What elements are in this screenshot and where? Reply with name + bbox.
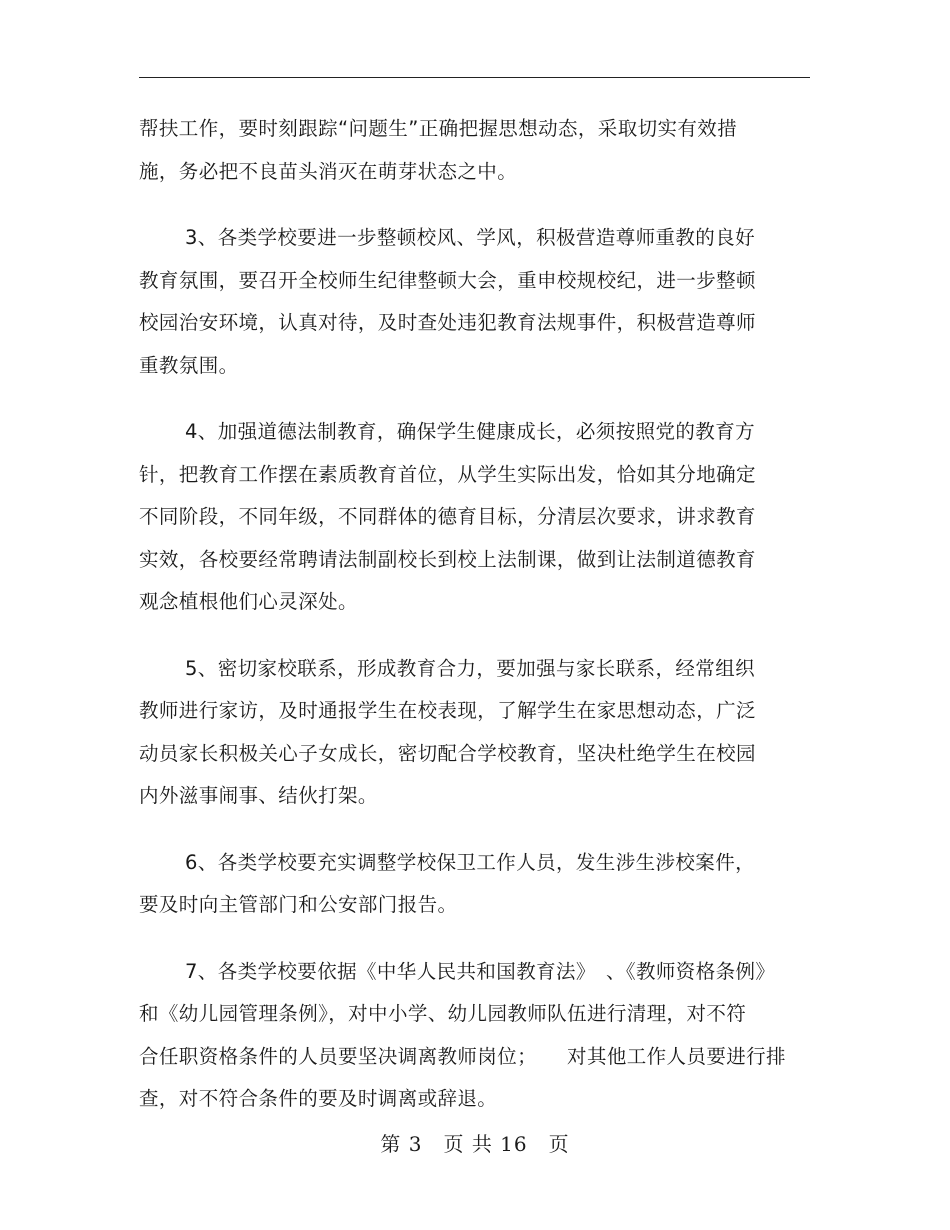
text-line: 7、各类学校要依据《中华人民共和国教育法》 、《教师资格条例》 [185,959,776,983]
text-line: 施，务必把不良苗头消灭在萌芽状态之中。 [139,159,518,183]
text-line: 教师进行家访，及时通报学生在校表现，了解学生在家思想动态，广泛 [139,699,756,722]
text-line: 合任职资格条件的人员要坚决调离教师岗位； 对其他工作人员要进行排 [139,1044,786,1068]
text-line: 帮扶工作，要时刻跟踪“问题生”正确把握思想动态，采取切实有效措 [139,117,738,140]
paragraph-continuation [139,108,810,193]
text-line: 6、各类学校要充实调整学校保卫工作人员，发生涉生涉校案件， [185,850,756,874]
text-line: 不同阶段，不同年级，不同群体的德育目标，分清层次要求，讲求教育 [139,505,756,528]
text-line: 和《幼儿园管理条例》，对中小学、幼儿园教师队伍进行清理，对不符 [139,1002,747,1025]
paragraph-item-5 [139,648,810,818]
text-line: 重教氛围。 [139,353,239,377]
text-line: 教育氛围，要召开全校师生纪律整顿大会，重申校规校纪，进一步整顿 [139,268,756,292]
header-rule [139,77,810,78]
text-line: 5、密切家校联系，形成教育合力，要加强与家长联系，经常组织 [185,656,756,680]
paragraph-item-3 [139,217,810,387]
document-body [139,108,810,1145]
paragraph-item-7 [139,951,810,1121]
page-number-footer: 第 3 页 共 16 页 [380,1132,570,1156]
text-line: 要及时向主管部门和公安部门报告。 [139,893,458,916]
text-line: 校园治安环境，认真对待，及时查处违犯教育法规事件，积极营造尊师 [139,311,756,334]
text-line: 内外滋事闹事、结伙打架。 [139,784,378,807]
paragraph-item-6 [139,842,810,927]
text-line: 观念植根他们心灵深处。 [139,590,358,613]
paragraph-item-4 [139,411,810,624]
text-line: 针，把教育工作摆在素质教育首位，从学生实际出发，恰如其分地确定 [139,462,756,486]
text-line: 动员家长积极关心子女成长，密切配合学校教育，坚决杜绝学生在校园 [139,741,756,765]
text-line: 实效，各校要经常聘请法制副校长到校上法制课，做到让法制道德教育 [139,547,756,571]
text-line: 查，对不符合条件的要及时调离或辞退。 [139,1087,498,1110]
text-line: 4、加强道德法制教育，确保学生健康成长，必须按照党的教育方 [185,420,756,443]
text-line: 3、各类学校要进一步整顿校风、学风，积极营造尊师重教的良好 [185,226,756,249]
